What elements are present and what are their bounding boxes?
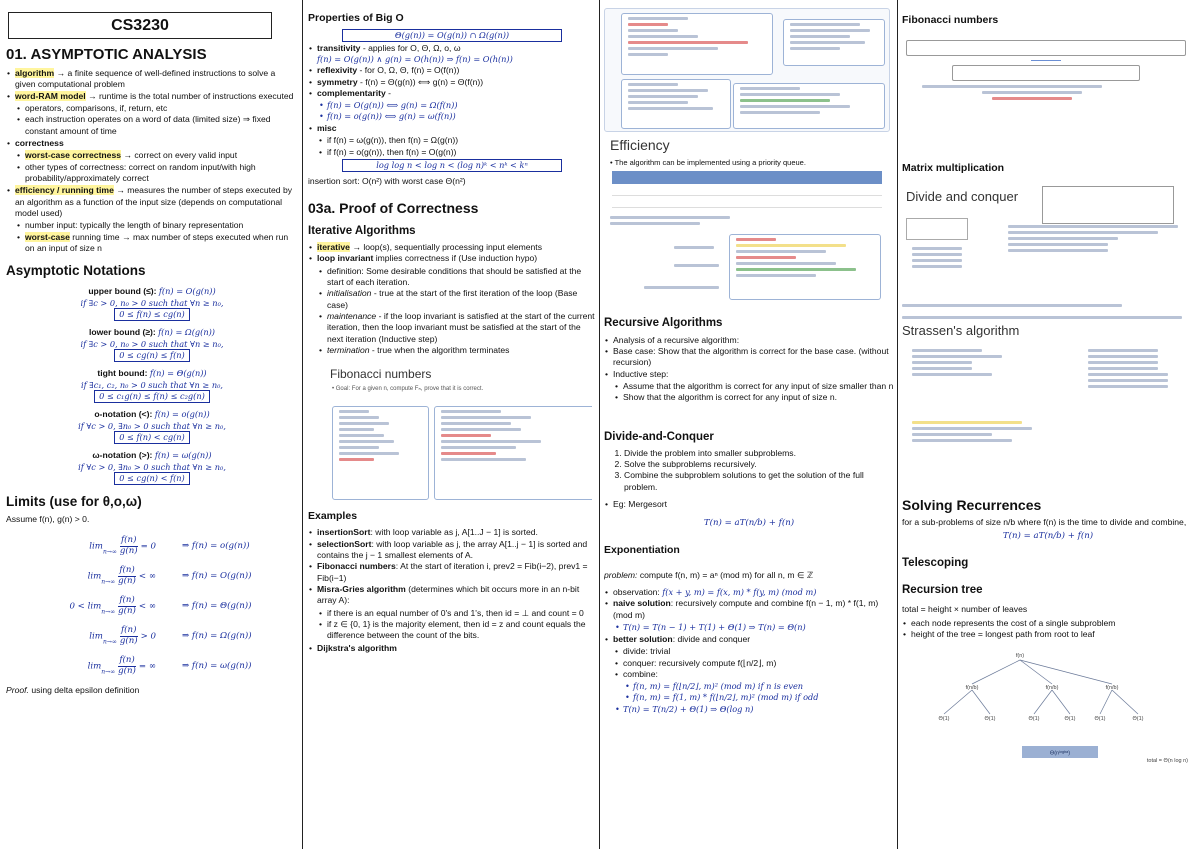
tree-root-label: f(n) [1015, 653, 1025, 660]
fibonacci-embedded-slide [322, 364, 592, 504]
notation-formula: f(n) = o(g(n)) [154, 409, 210, 420]
tree-total-label: total = Θ(n log n) [1146, 758, 1188, 765]
solving-recurrence: T(n) = aT(n/b) + f(n) [1002, 530, 1094, 541]
limit-result: ⇒ f(n) = Ω(g(n)) [182, 630, 252, 641]
examples-list [308, 527, 596, 654]
limit-relation: > 0 [140, 631, 156, 642]
list-item: • worst-case correctness → correct on every valid input [25, 150, 298, 161]
list-item: • maintenance - if the loop invariant is satisfied at the start of the current iteration, then the loop invariant must be satisfied at the start of the next iteration (Inductive step) [327, 311, 596, 345]
notation-condition: if ∃c₁, c₂, n₀ > 0 such that ∀n ≥ n₀, [81, 379, 223, 390]
notation-formula: f(n) = ω(g(n)) [154, 450, 212, 461]
notation-label: o-notation (<): [94, 409, 153, 420]
list-item: • naive solution: recursively compute and combine f(n − 1, m) * f(1, m) (mod m) • T(n) = T(n − 1) + T(1) + Θ(1) ⇒ T(n) = Θ(n) [613, 598, 894, 633]
tree-leaf-label: Θ(1) [1028, 716, 1040, 723]
tree-list [902, 618, 1194, 641]
list-item: • correctness • worst-case correctness → correct on every valid input • other types of correctness: correct on random input/with high probability/approximately correct [15, 138, 298, 184]
limit-sub: n→∞ [101, 608, 116, 616]
list-item: • algorithm → a finite sequence of well-defined instructions to solve a given computational problem [15, 68, 298, 91]
props-list [308, 43, 596, 158]
assume-text: Assume f(n), g(n) > 0. [6, 514, 90, 525]
notation-formula: f(n) = Ω(g(n)) [158, 327, 215, 338]
limit-result: ⇒ f(n) = O(g(n)) [182, 570, 252, 581]
list-item: • Misra-Gries algorithm (determines which bit occurs more in an n-bit array A): • if there is an equal number of 0's and 1's, then id = ⊥ and count = 0 • if z ∈ {0, 1} is the majority element, then id = z and count equals the difference between the count of the bits. [317, 584, 596, 642]
section-heading-recursive: Recursive Algorithms [604, 317, 723, 330]
list-item: • each node represents the cost of a single subproblem [911, 618, 1194, 629]
list-item: • number input: typically the length of binary representation [25, 220, 298, 231]
notation-block [6, 286, 298, 321]
notation-list [6, 286, 298, 485]
code-snippet [621, 13, 773, 75]
notation-box: 0 ≤ f(n) < cg(n) [114, 431, 190, 444]
limit-row [6, 591, 298, 621]
limit-fraction: $\frac{f(n)}{g(n)}$ [118, 595, 136, 616]
limit-fraction: $\frac{f(n)}{g(n)}$ [118, 565, 136, 586]
limit-sub: n→∞ [102, 638, 117, 646]
limit-relation: < ∞ [138, 571, 156, 582]
section-heading-solving: Solving Recurrences [902, 496, 1042, 513]
growth-order-box: log log n < log n < (log n)ᵏ < nᵏ < kⁿ [342, 159, 562, 172]
efficiency-title: Efficiency [610, 137, 670, 153]
limits-list [6, 531, 298, 681]
tree-leaf-label: Θ(1) [1094, 716, 1106, 723]
limit-row [6, 651, 298, 681]
limit-left: lim [87, 571, 102, 582]
column-divider [599, 0, 600, 849]
iterative-list [308, 242, 596, 356]
list-item: • divide: trivial [623, 646, 894, 657]
section-heading-matrix: Matrix multiplication [902, 161, 1005, 174]
notation-block [6, 450, 298, 485]
notation-box: 0 ≤ c₁g(n) ≤ f(n) ≤ c₂g(n) [94, 390, 210, 403]
list-item: • if f(n) = o(g(n)), then f(n) = O(g(n)) [327, 147, 596, 158]
dc-recurrence: T(n) = aT(n/b) + f(n) [703, 518, 795, 529]
list-item: • conquer: recursively compute f(⌊n/2⌋, m) [623, 658, 894, 669]
list-item: • selectionSort: with loop variable as j, the array A[1..j − 1] is sorted and contains the j − 1 smallest elements of A. [317, 539, 596, 562]
matrix-dc-title: Divide and conquer [906, 188, 1019, 204]
section-heading-proof: 03a. Proof of Correctness [308, 200, 479, 217]
notation-formula: f(n) = O(g(n)) [158, 286, 216, 297]
limit-relation: = 0 [140, 541, 156, 552]
section-heading-iterative: Iterative Algorithms [308, 224, 416, 237]
limit-left: lim [87, 661, 102, 672]
limit-sub: n→∞ [101, 578, 116, 586]
list-item: • loop invariant implies correctness if (Use induction hypo) • definition: Some desirable conditions that should be satisfied at the start of each iteration. • initialisation - true at the start of the first iteration of the loop (Base case) • maintenance - if the loop invariant is satisfied at the start of the current iteration, then the loop invariant must be satisfied at the start of the next iteration (Inductive step) • termination - true when the algorithm terminates [317, 253, 596, 356]
column-4 [902, 8, 1194, 845]
list-item: • other types of correctness: correct on random input/with high probability/approximately correct [25, 162, 298, 185]
recursion-tree-diagram [902, 644, 1194, 764]
list-item: • termination - true when the algorithm terminates [327, 345, 596, 356]
section-heading-examples: Examples [308, 510, 358, 523]
list-item: • definition: Some desirable conditions that should be satisfied at the start of each iteration. [327, 266, 596, 289]
notation-label: lower bound (≥): [88, 327, 156, 338]
limit-sub: n→∞ [102, 548, 117, 556]
notation-condition: if ∀c > 0, ∃n₀ > 0 such that ∀n ≥ n₀, [78, 461, 226, 472]
limit-result: ⇒ f(n) = o(g(n)) [182, 540, 250, 551]
list-item: • symmetry - f(n) = Θ(g(n)) ⟺ g(n) = Θ(f(n)) [317, 77, 596, 88]
list-item: • better solution: divide and conquer • divide: trivial • conquer: recursively compute f(⌊n/2⌋, m) • combine: • f(n, m) = f(⌊n/2⌋, m)² (mod m) if n is even • f(n, m) = f(1, m) * f(⌊n/2⌋, m)² (mod m) if odd • T(n) = T(n/2) + Θ(1) ⇒ Θ(log n) [613, 634, 894, 715]
list-item: • T(n) = T(n/2) + Θ(1) ⇒ Θ(log n) [623, 704, 894, 715]
notation-block [6, 409, 298, 444]
list-item: • reflexivity - for O, Ω, Θ, f(n) = O(f(n)) [317, 65, 596, 76]
limit-relation: < ∞ [138, 601, 156, 612]
list-item: • f(n, m) = f(⌊n/2⌋, m)² (mod m) if n is even [633, 681, 894, 692]
notation-label: ω-notation (>): [92, 450, 153, 461]
tree-leaf-label: Θ(1) [938, 716, 950, 723]
limit-fraction: $\frac{f(n)}{g(n)}$ [119, 535, 138, 556]
list-item: • f(n) = O(g(n)) ⟺ g(n) = Ω(f(n)) [327, 100, 596, 111]
column-3 [604, 8, 894, 845]
list-item: 3. Combine the subproblem solutions to get the solution of the full problem. [624, 470, 894, 493]
list-item: • iterative → loop(s), sequentially processing input elements [317, 242, 596, 253]
analysis-code [729, 234, 881, 300]
asymptotic-list [6, 68, 298, 255]
list-item: • f(n) = o(g(n)) ⟺ g(n) = ω(f(n)) [327, 111, 596, 122]
problem-statement: problem: compute f(n, m) = aⁿ (mod m) for all n, m ∈ ℤ [604, 569, 814, 580]
strassen-title: Strassen's algorithm [902, 322, 1020, 338]
embed-title: Fibonacci numbers [330, 367, 432, 382]
tree-leaf-label: Θ(1) [1132, 716, 1144, 723]
pseudocode-box [332, 406, 429, 500]
dijkstra-embedded-slide [604, 8, 890, 132]
list-item: • Show that the algorithm is correct for any input of size n. [623, 392, 894, 403]
limit-row [6, 561, 298, 591]
notation-condition: if ∀c > 0, ∃n₀ > 0 such that ∀n ≥ n₀, [78, 420, 226, 431]
recursive-list [604, 335, 894, 404]
notation-box: 0 ≤ f(n) ≤ cg(n) [114, 308, 190, 321]
list-item: • worst-case running time → max number of steps executed when run on an input of size n [25, 232, 298, 255]
priority-queue-note: • The algorithm can be implemented using a priority queue. [610, 158, 806, 168]
list-item: • operators, comparisons, if, return, etc [25, 103, 298, 114]
limit-left: 0 < lim [69, 601, 102, 612]
notation-label: tight bound: [97, 368, 148, 379]
list-item: • transitivity - applies for O, Θ, Ω, o, ω f(n) = O(g(n)) ∧ g(n) = O(h(n)) ⇒ f(n) = O(h(n)) [317, 43, 596, 66]
tree-total: total = height × number of leaves [902, 604, 1028, 615]
exp-list [604, 587, 894, 715]
list-item: • height of the tree = longest path from root to leaf [911, 629, 1194, 640]
notation-block [6, 368, 298, 403]
observation-note [783, 19, 885, 66]
tree-bottom-label: Θ(nˡᵒᵍᵇᵃ) [1049, 750, 1071, 757]
list-item: • Analysis of a recursive algorithm: [613, 335, 894, 346]
list-item: • if z ∈ {0, 1} is the majority element, then id = z and count equals the difference between the count of the bits. [327, 619, 596, 642]
list-item: • word-RAM model → runtime is the total number of instructions executed • operators, comparisons, if, return, etc • each instruction operates on a word of data (limited size) ⇒ fixed constant amount of time [15, 91, 298, 137]
list-item: • Base case: Show that the algorithm is correct for the base case. (without recursion) [613, 346, 894, 369]
limit-left: lim [89, 631, 103, 642]
list-item: • T(n) = T(n − 1) + T(1) + Θ(1) ⇒ T(n) = Θ(n) [623, 622, 894, 633]
section-heading-asymptotic: 01. ASYMPTOTIC ANALYSIS [6, 46, 207, 64]
notation-formula: f(n) = Θ(g(n)) [149, 368, 207, 379]
section-heading-telescoping: Telescoping [902, 556, 969, 569]
limit-row [6, 531, 298, 561]
list-item: • combine: • f(n, m) = f(⌊n/2⌋, m)² (mod m) if n is even • f(n, m) = f(1, m) * f(⌊n/2⌋, m)² (mod m) if odd [623, 669, 894, 703]
limit-sub: n→∞ [101, 668, 116, 676]
notation-block [6, 327, 298, 362]
proof-note: Proof. using delta epsilon definition [6, 685, 140, 696]
notation-box: 0 ≤ cg(n) ≤ f(n) [114, 349, 190, 362]
column-2 [308, 8, 596, 845]
limit-row [6, 621, 298, 651]
tree-node-label: f(n/b) [1105, 685, 1119, 692]
list-item: • Dijkstra's algorithm [317, 643, 596, 654]
section-heading-limits: Limits (use for θ,o,ω) [6, 494, 142, 510]
section-heading-recursion-tree: Recursion tree [902, 584, 983, 597]
notation-box: 0 ≤ cg(n) < f(n) [114, 472, 190, 485]
limit-left: lim [89, 541, 103, 552]
limit-fraction: $\frac{f(n)}{g(n)}$ [119, 625, 138, 646]
column-divider [302, 0, 303, 849]
solving-text: for a sub-problems of size n/b where f(n) is the time to divide and combine, [902, 517, 1187, 528]
invariant-note [621, 79, 731, 129]
list-item: 2. Solve the subproblems recursively. [624, 459, 894, 470]
section-heading-fibonacci: Fibonacci numbers [902, 14, 999, 26]
list-item: • if f(n) = ω(g(n)), then f(n) = Ω(g(n)) [327, 135, 596, 146]
list-item: • complementarity - • f(n) = O(g(n)) ⟺ g(n) = Ω(f(n)) • f(n) = o(g(n)) ⟺ g(n) = ω(f(n)) [317, 88, 596, 122]
invariant-box [434, 406, 592, 500]
tree-node-label: f(n/b) [965, 685, 979, 692]
limit-result: ⇒ f(n) = ω(g(n)) [182, 660, 252, 671]
list-item: • each instruction operates on a word of data (limited size) ⇒ fixed constant amount of time [25, 114, 298, 137]
list-item: • Inductive step: [613, 369, 894, 380]
column-1 [6, 8, 298, 845]
fibonacci-matrix-figure [902, 36, 1190, 146]
list-item: • misc • if f(n) = ω(g(n)), then f(n) = Ω(g(n)) • if f(n) = o(g(n)), then f(n) = O(g(n)) [317, 123, 596, 158]
limit-result: ⇒ f(n) = Θ(g(n)) [182, 600, 252, 611]
list-item: • Eg: Mergesort [613, 499, 894, 510]
limit-fraction: $\frac{f(n)}{g(n)}$ [118, 655, 136, 676]
notation-condition: if ∃c > 0, n₀ > 0 such that ∀n ≥ n₀, [80, 338, 224, 349]
insertion-note: insertion sort: O(n²) with worst case Θ(n²) [308, 175, 466, 186]
list-item: • initialisation - true at the start of the first iteration of the loop (Base case) [327, 288, 596, 311]
list-item: • f(n, m) = f(1, m) * f(⌊n/2⌋, m)² (mod m) if odd [633, 692, 894, 703]
section-heading-notations: Asymptotic Notations [6, 263, 146, 279]
priority-queue-table [612, 171, 882, 208]
theta-definition-box: Θ(g(n)) = O(g(n)) ∩ Ω(g(n)) [342, 29, 562, 42]
proof-note [733, 83, 885, 129]
list-item: • insertionSort: with loop variable as j, A[1..J − 1] is sorted. [317, 527, 596, 538]
matrix-multiplication-figure [902, 182, 1190, 482]
list-item: • efficiency / running time → measures the number of steps executed by an algorithm as a function of the input size (depends on computational model used) • number input: typically the length of binary representation • worst-case running time → max number of steps executed when run on an input of size n [15, 185, 298, 254]
list-item: 1. Divide the problem into smaller subproblems. [624, 448, 894, 459]
column-divider [897, 0, 898, 849]
dijkstra-analysis-figure [604, 212, 890, 302]
list-item: • Fibonacci numbers: At the start of iteration i, prev2 = Fib(i−2), prev1 = Fib(i−1) [317, 561, 596, 584]
limit-relation: = ∞ [138, 661, 156, 672]
list-item: • Assume that the algorithm is correct for any input of size smaller than n [623, 381, 894, 392]
list-item: • observation: f(x + y, m) = f(x, m) * f(y, m) (mod m) [613, 587, 894, 598]
notation-condition: if ∃c > 0, n₀ > 0 such that ∀n ≥ n₀, [80, 297, 224, 308]
notation-label: upper bound (≤): [88, 286, 157, 297]
list-item: • if there is an equal number of 0's and 1's, then id = ⊥ and count = 0 [327, 608, 596, 619]
section-heading-dc: Divide-and-Conquer [604, 430, 714, 443]
section-heading-props: Properties of Big O [308, 12, 404, 24]
embed-goal: • Goal: For a given n, compute Fₙ, prove that it is correct. [332, 386, 484, 393]
section-heading-exponentiation: Exponentiation [604, 543, 680, 556]
tree-node-label: f(n/b) [1045, 685, 1059, 692]
tree-leaf-label: Θ(1) [1064, 716, 1076, 723]
tree-leaf-label: Θ(1) [984, 716, 996, 723]
sheet-title: CS3230 [8, 12, 272, 39]
dc-steps [604, 448, 894, 493]
